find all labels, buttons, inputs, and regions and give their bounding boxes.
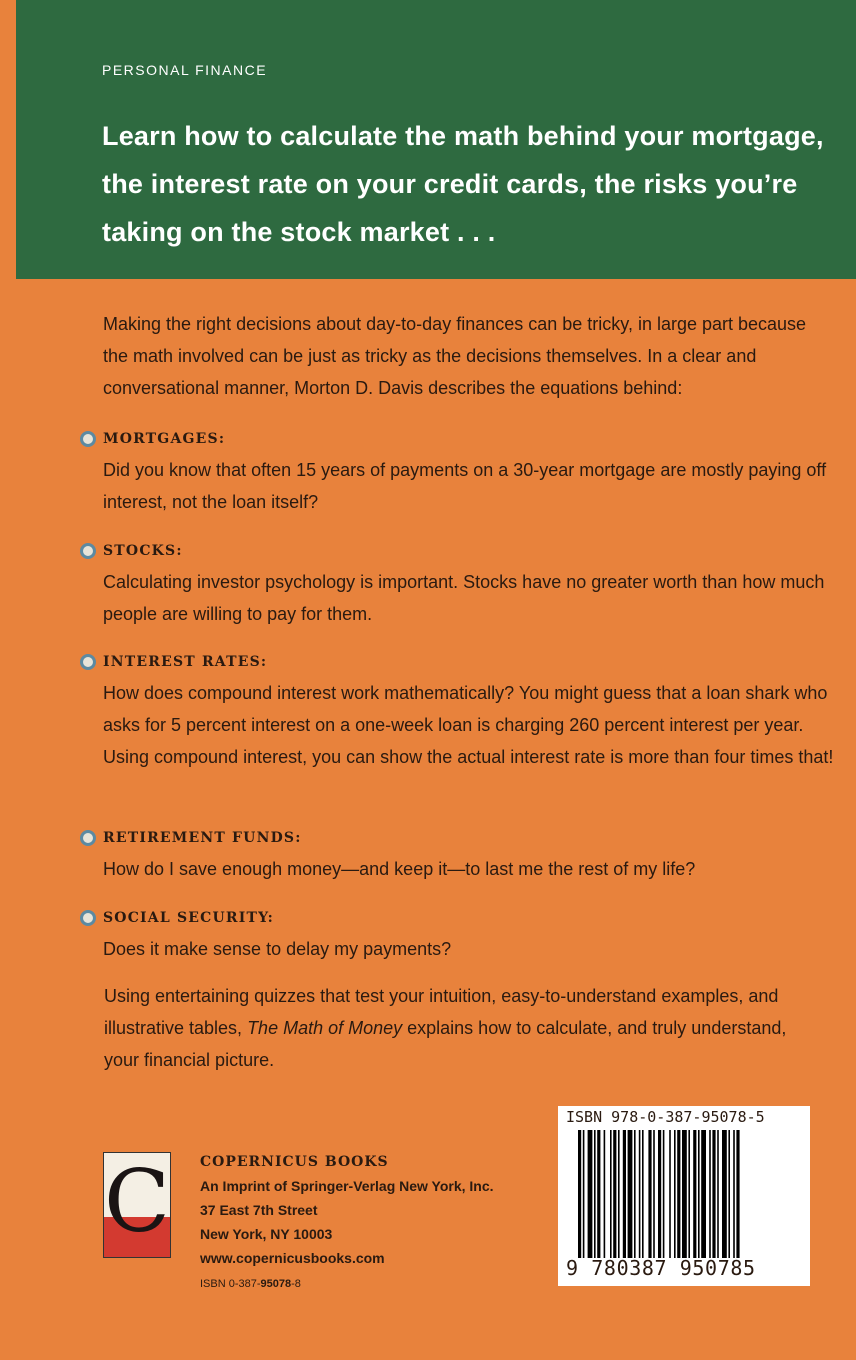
barcode-bar — [578, 1130, 581, 1258]
barcode-bar — [688, 1130, 690, 1258]
intro-paragraph: Making the right decisions about day-to-day finances can be tricky, in large part because the math involved can be just as tricky as the decisions themselves. In a clear and conversational manner, Morton D. Davis describes the equations behind: — [103, 314, 807, 398]
publisher-name: COPERNICUS BOOKS — [200, 1154, 389, 1170]
barcode-bar — [733, 1130, 735, 1258]
publisher-info — [200, 1150, 494, 1296]
topic-body: Did you know that often 15 years of payments on a 30-year mortgage are mostly paying off interest, not the loan itself? — [103, 460, 827, 512]
barcode-bar — [583, 1130, 585, 1258]
publisher-imprint: An Imprint of Springer-Verlag New York, Inc. — [200, 1178, 494, 1194]
barcode-bar — [717, 1130, 719, 1258]
isbn-bold: 95078 — [260, 1278, 292, 1290]
barcode-bar — [588, 1130, 593, 1258]
barcode-digits: 9 780387 950785 — [566, 1256, 756, 1280]
outro-text: Using entertaining quizzes that test your intuition, easy-to-understand examples, and illustrative tables, — [104, 986, 779, 1038]
barcode-bar — [709, 1130, 711, 1258]
topic-social-security — [80, 905, 840, 965]
barcode-isbn-label: ISBN 978-0-387-95078-5 — [566, 1108, 765, 1126]
barcode-bar — [669, 1130, 671, 1258]
barcode-bar — [701, 1130, 706, 1258]
bullet-icon — [80, 830, 96, 846]
outro-text-end: explains how to calculate, and truly understand, your financial picture. — [104, 1018, 787, 1070]
header-banner — [16, 0, 856, 279]
barcode-bar — [722, 1130, 727, 1258]
category-label: PERSONAL FINANCE — [102, 62, 268, 78]
barcode-bar — [658, 1130, 661, 1258]
barcode-bar — [728, 1130, 730, 1258]
barcode-bar — [653, 1130, 655, 1258]
topic-body: How does compound interest work mathematically? You might guess that a loan shark who asks for 5 percent interest on a one-week loan is charging 260 percent interest per year. Using compound interest, you can show the actual interest rate is more than four times that! — [103, 683, 834, 767]
barcode-bar — [610, 1130, 612, 1258]
barcode-bar — [663, 1130, 665, 1258]
barcode-bar — [648, 1130, 651, 1258]
barcode-bar — [693, 1130, 696, 1258]
bullet-icon — [80, 910, 96, 926]
publisher-street: 37 East 7th Street — [200, 1202, 318, 1218]
barcode-bar — [736, 1130, 739, 1258]
barcode-bar — [613, 1130, 616, 1258]
isbn-prefix: ISBN 0-387- — [200, 1278, 261, 1290]
topic-body: How do I save enough money—and keep it—to last me the rest of my life? — [103, 859, 696, 879]
logo-letter: C — [104, 1152, 170, 1252]
topic-title: MORTGAGES: — [103, 431, 226, 447]
barcode-bar — [682, 1130, 687, 1258]
topic-interest-rates — [80, 649, 840, 773]
barcode-bar — [618, 1130, 620, 1258]
topic-title: STOCKS: — [103, 543, 183, 559]
book-title: The Math of Money — [247, 1018, 403, 1038]
barcode-bar — [594, 1130, 596, 1258]
publisher-isbn — [200, 1272, 494, 1296]
barcode — [558, 1106, 810, 1286]
topic-body: Calculating investor psychology is important. Stocks have no greater worth than how much people are willing to pay for them. — [103, 572, 825, 624]
bullet-icon — [80, 654, 96, 670]
outro-paragraph — [104, 980, 824, 1076]
topic-title: SOCIAL SECURITY: — [103, 910, 274, 926]
topic-title: RETIREMENT FUNDS: — [103, 830, 302, 846]
barcode-bar — [604, 1130, 606, 1258]
barcode-bar — [712, 1130, 715, 1258]
barcode-bar — [634, 1130, 636, 1258]
barcode-bar — [674, 1130, 676, 1258]
isbn-suffix: -8 — [291, 1278, 301, 1290]
headline: Learn how to calculate the math behind your mortgage, the interest rate on your credit cards, the risks you’re taking on the stock market . . . — [102, 121, 824, 247]
barcode-bar — [628, 1130, 633, 1258]
publisher-city: New York, NY 10003 — [200, 1226, 333, 1242]
bullet-icon — [80, 431, 96, 447]
topic-stocks — [80, 538, 840, 630]
topic-retirement-funds — [80, 825, 840, 885]
barcode-bar — [639, 1130, 641, 1258]
publisher-logo — [103, 1152, 171, 1258]
barcode-bars — [578, 1130, 802, 1258]
barcode-bar — [623, 1130, 626, 1258]
barcode-bar — [642, 1130, 644, 1258]
topic-body: Does it make sense to delay my payments? — [103, 939, 452, 959]
topic-title: INTEREST RATES: — [103, 654, 268, 670]
publisher-website: www.copernicusbooks.com — [200, 1250, 385, 1266]
topic-mortgages — [80, 426, 840, 518]
barcode-bar — [597, 1130, 600, 1258]
barcode-bar — [698, 1130, 700, 1258]
barcode-bar — [677, 1130, 680, 1258]
bullet-icon — [80, 543, 96, 559]
